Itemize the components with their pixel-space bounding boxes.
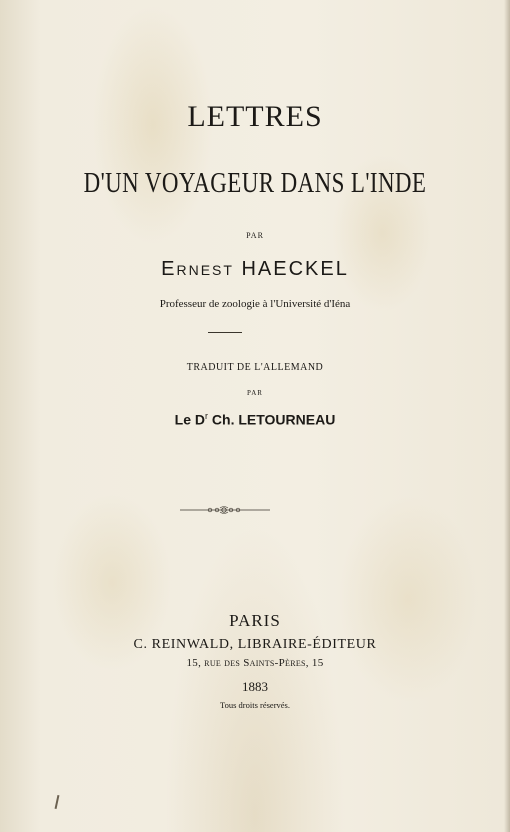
translator-by-label: PAR	[247, 389, 263, 397]
book-title-line-2: D'UN VOYAGEUR DANS L'INDE	[83, 168, 427, 199]
pencil-mark	[55, 795, 60, 809]
translator-name: Ch. LETOURNEAU	[211, 411, 336, 428]
imprint-city: PARIS	[229, 611, 281, 630]
translator-prefix: Le D	[174, 411, 206, 428]
imprint-address: 15, rue des Saints-Pères, 15	[186, 657, 324, 669]
author-name: Ernest HAECKEL	[161, 258, 349, 280]
author-position: Professeur de zoologie à l'Université d'Iéna	[159, 298, 351, 310]
imprint-publisher: C. REINWALD, LIBRAIRE-ÉDITEUR	[133, 637, 377, 652]
translation-note: TRADUIT DE L'ALLEMAND	[186, 362, 324, 373]
translator-superscript: r	[205, 411, 209, 421]
imprint-rights: Tous droits réservés.	[220, 700, 290, 710]
book-title-line-1: LETTRES	[187, 100, 323, 133]
divider-rule	[208, 332, 242, 333]
translator	[0, 411, 510, 428]
imprint-year: 1883	[242, 679, 268, 694]
by-label: PAR	[246, 231, 264, 240]
ornament-divider	[180, 506, 270, 514]
